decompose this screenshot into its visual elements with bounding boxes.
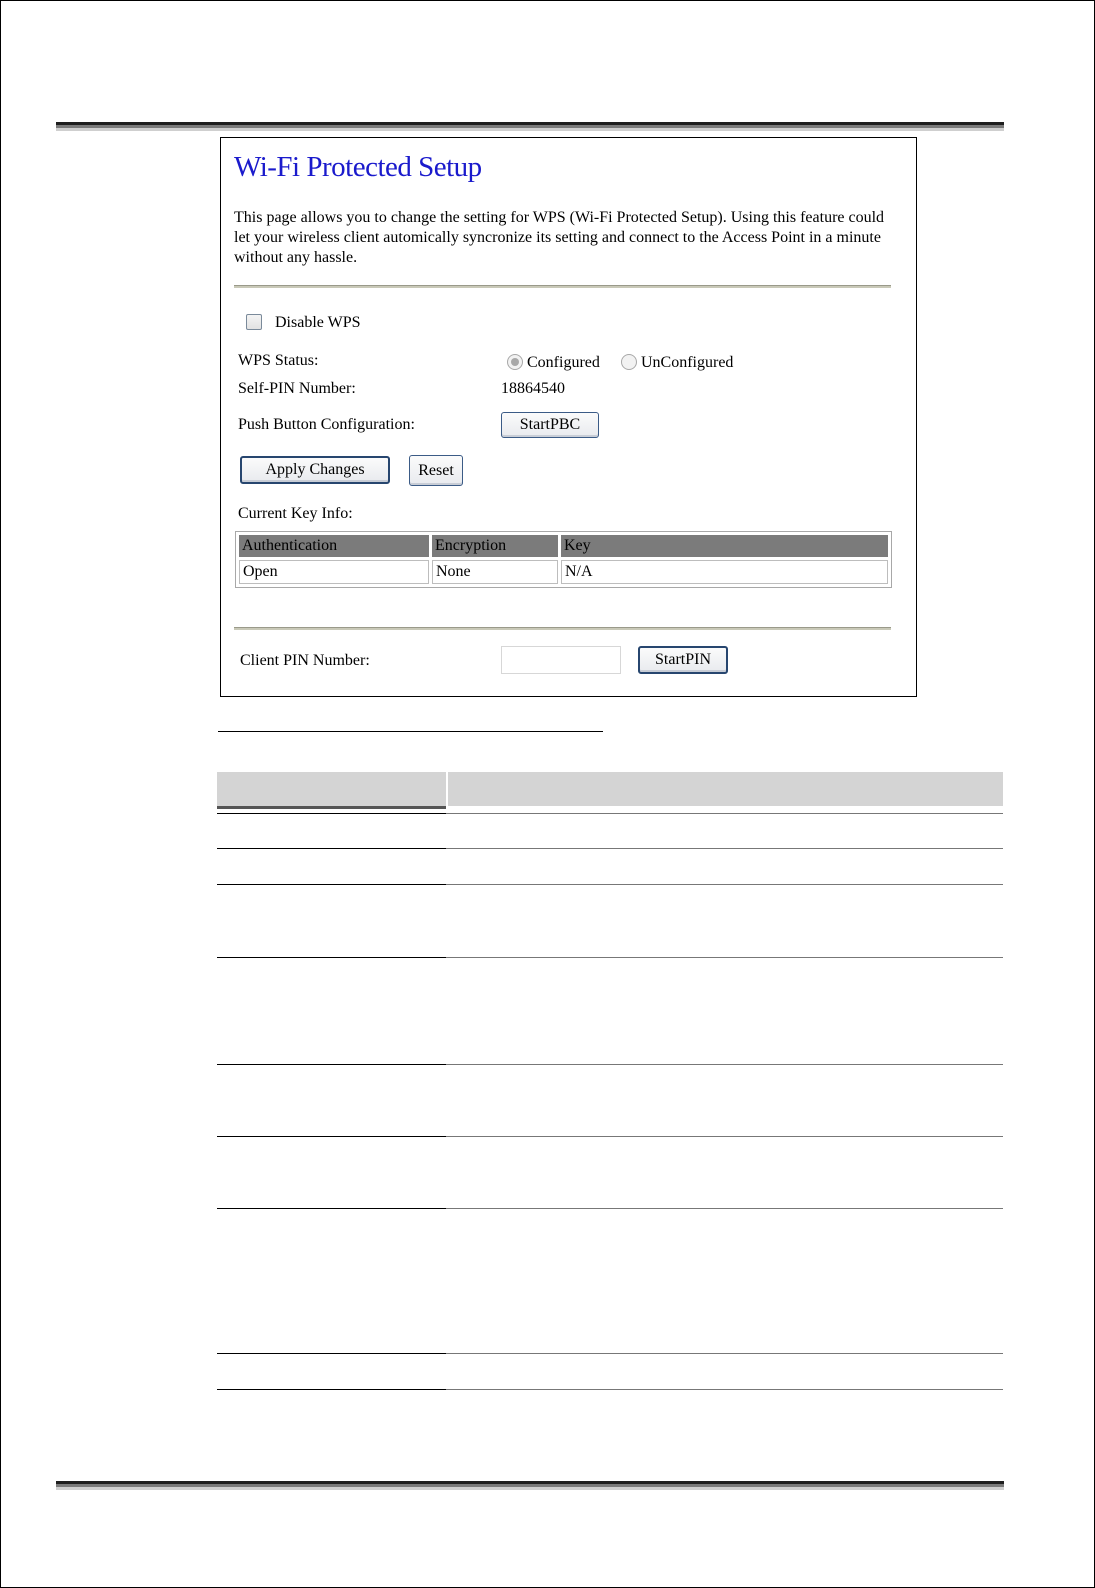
- header-encryption: Encryption: [432, 535, 558, 557]
- self-pin-value: 18864540: [501, 380, 565, 397]
- header-authentication: Authentication: [239, 535, 429, 557]
- cell-encryption: None: [432, 560, 558, 584]
- section-divider: [234, 285, 891, 288]
- table-row: [217, 813, 1003, 814]
- section-divider: [234, 627, 891, 630]
- client-pin-label: Client PIN Number:: [240, 652, 370, 669]
- wps-status-label: WPS Status:: [238, 352, 319, 369]
- table-row: [217, 1353, 1003, 1354]
- table-row: [239, 560, 888, 584]
- status-unconfigured-label: UnConfigured: [641, 354, 734, 371]
- reset-button[interactable]: Reset: [409, 455, 463, 486]
- pbc-label: Push Button Configuration:: [238, 416, 415, 433]
- table-row: [217, 1136, 1003, 1137]
- client-pin-input[interactable]: [501, 646, 621, 674]
- start-pin-button[interactable]: StartPIN: [638, 646, 728, 674]
- table-row: [217, 1208, 1003, 1209]
- table-row: [217, 884, 1003, 885]
- caption-underline: [218, 731, 603, 732]
- disable-wps-label: Disable WPS: [275, 314, 361, 331]
- apply-changes-button[interactable]: Apply Changes: [240, 456, 390, 484]
- header-rule: [56, 122, 1004, 131]
- header-key: Key: [561, 535, 888, 557]
- wps-screenshot-panel: [220, 137, 917, 697]
- table-row: [217, 1389, 1003, 1390]
- key-info-table: [235, 531, 892, 588]
- footer-rule: [56, 1481, 1004, 1490]
- table-row: [217, 848, 1003, 849]
- table-row: [217, 957, 1003, 958]
- cell-authentication: Open: [239, 560, 429, 584]
- cell-key: N/A: [561, 560, 888, 584]
- status-configured-label: Configured: [527, 354, 600, 371]
- start-pbc-button[interactable]: StartPBC: [501, 412, 599, 438]
- page-description: This page allows you to change the setting for WPS (Wi-Fi Protected Setup). Using this feature could let your wireless client automically syncronize its setting and connect to the Access Point in a minute without any hassle.: [234, 209, 885, 266]
- current-key-info-label: Current Key Info:: [238, 505, 353, 522]
- table-row: [217, 1064, 1003, 1065]
- disable-wps-checkbox[interactable]: [246, 314, 262, 330]
- self-pin-label: Self-PIN Number:: [238, 380, 356, 397]
- parameter-table-header: [217, 772, 1003, 806]
- status-configured-radio[interactable]: [507, 354, 523, 370]
- table-header-row: [239, 535, 888, 557]
- status-unconfigured-radio[interactable]: [621, 354, 637, 370]
- page-title: Wi-Fi Protected Setup: [234, 151, 482, 183]
